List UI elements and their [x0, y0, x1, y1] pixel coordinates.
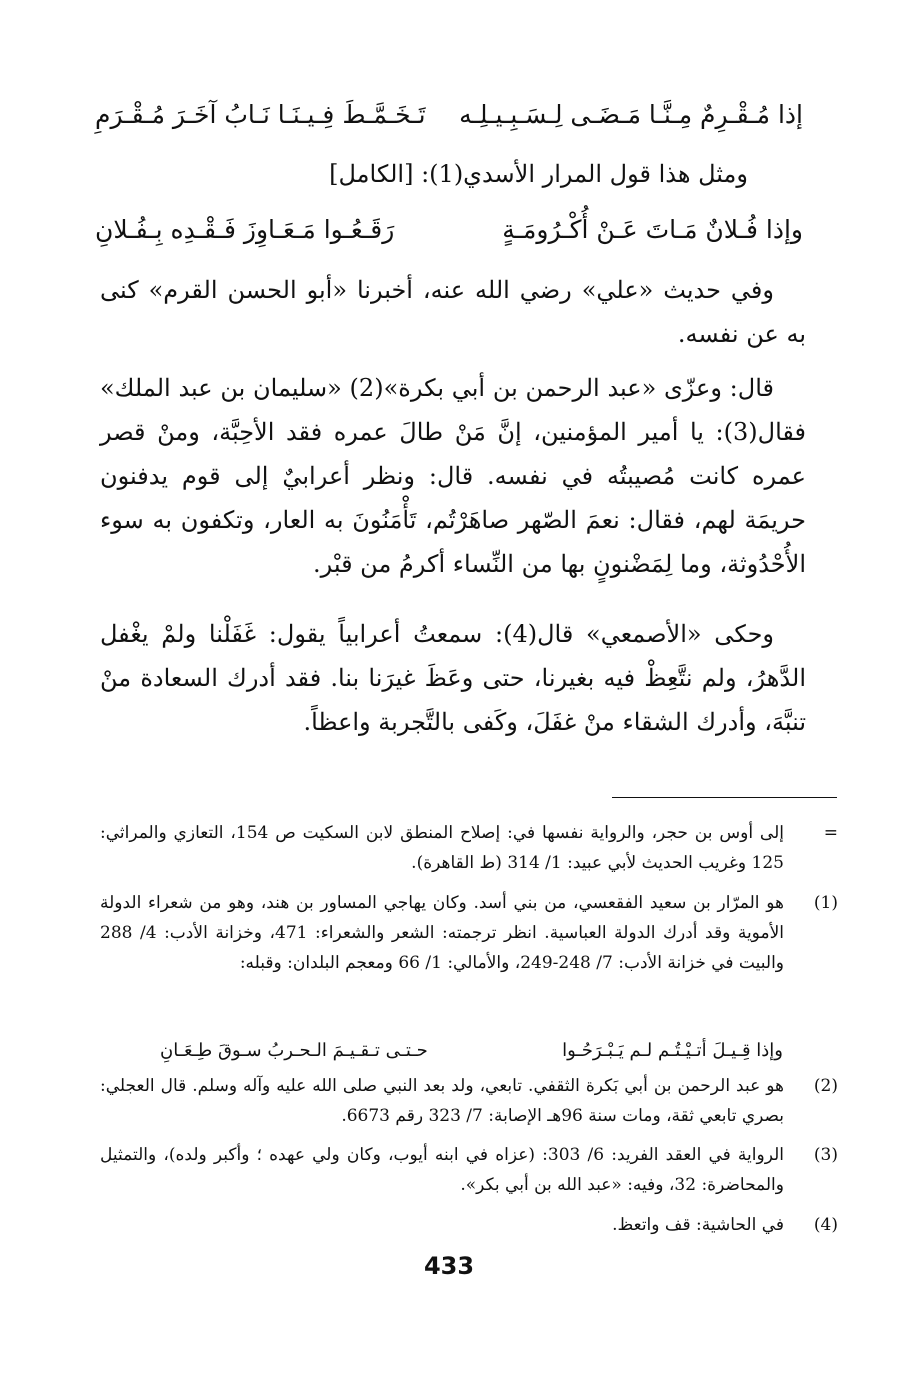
- footnote-number: (4): [813, 1215, 838, 1235]
- footnote-text: الرواية في العقد الفريد: 6/ 303: (عزاه في ابنه أيوب، وكان ولي عهده ؛ وأكبر ولده)، والتمثيل والمحاضرة: 32، وفيه: «عبد الله بن أبي بكر».: [100, 1145, 784, 1195]
- footnote-verse-second-hemistich: حـتـى تـقـيـمَ الـحـربُ سـوقَ طِـعَـانِ: [160, 1040, 428, 1061]
- footnote-1: [100, 888, 838, 978]
- footnote-text: هو المرّار بن سعيد الفقعسي، من بني أسد. وكان يهاجي المساور بن هند، وهو من شعراء الدولة الأموية وقد أدرك الدولة العباسية. انظر ترجمته: الشعر والشعراء: 471، وخزانة الأدب: 4/ 288 والبيت في خزانة الأدب: 7/ 248-249، والأمالي: 1/ 66 ومعجم البلدان: وقبله:: [100, 893, 784, 973]
- verse-2-first-hemistich: وإذا فُـلانٌ مَـاتَ عَـنْ أُكْـرُومَـةٍ: [502, 215, 803, 244]
- footnote-text: هو عبد الرحمن بن أبي بَكرة الثقفي. تابعي، ولد بعد النبي صلى الله عليه وآله وسلم. قال العجلي: بصري تابعي ثقة، ومات سنة 96هـ الإصابة: 7/ 323 رقم 6673.: [100, 1076, 784, 1126]
- page-number: 433: [423, 1252, 475, 1280]
- footnote-3: [100, 1140, 838, 1200]
- paragraph-asmai: وحكى «الأصمعي» قال(4): سمعتُ أعرابياً يقول: غَفَلْنا ولمْ يغْفل الدَّهرُ، ولم نتَّعِظْ فيه بغيرنا، حتى وعَظَ غيرَنا بنا. فقد أدرك السعادة منْ تنبَّهَ، وأدرك الشقاء منْ غفَلَ، وكَفى بالتَّجربة واعظاً.: [100, 620, 806, 736]
- footnote-number: (1): [813, 893, 838, 913]
- footnote-2: [100, 1071, 838, 1131]
- footnote-text: إلى أوس بن حجر، والرواية نفسها في: إصلاح المنطق لابن السكيت ص 154، التعازي والمراثي: 125 وغريب الحديث لأبي عبيد: 1/ 314 (ط القاهرة).: [100, 823, 785, 873]
- verse-1-second-hemistich: تَـخَـمَّـطَ فِـيـنَـا نَـابُ آخَـرَ مُـقْـرَمِ: [95, 100, 426, 129]
- paragraph-abd-al-rahman: قال: وعزّى «عبد الرحمن بن أبي بكرة»(2) «سليمان بن عبد الملك» فقال(3): يا أمير المؤمنين، إنَّ مَنْ طالَ عمره فقد الأحِبَّة، ومنْ قصر عمره كانت مُصيبتُه في نفسه. قال: ونظر أعرابيٌ إلى قوم يدفنون حريمَة لهم، فقال: نعمَ الصّهر صاهَرْتُم، تَأْمَنُونَ به العار، وتكفون به سوء الأُحْدُوثة، وما لِمَضْنونٍ بها من النِّساء أكرمُ من قبْر.: [100, 374, 806, 578]
- poem-verse-2: [95, 215, 803, 244]
- footnote-continued: [100, 818, 838, 878]
- poem-verse-1: [95, 100, 803, 129]
- footnote-marker: =: [823, 823, 838, 843]
- footnote-text: في الحاشية: قف واتعظ.: [612, 1215, 784, 1235]
- verse-1-first-hemistich: إذا مُـقْـرِمٌ مِـنَّـا مَـضَـى لِـسَـبِـيـلِـه: [459, 100, 803, 129]
- footnote-1-verse: [160, 1040, 783, 1061]
- footnote-verse-first-hemistich: وإذا قِـيـلَ أتـيْـتُـم لـم يَـبْـرَحُـوا: [562, 1040, 783, 1061]
- footnote-number: (3): [813, 1145, 838, 1165]
- paragraph-ali: وفي حديث «علي» رضي الله عنه، أخبرنا «أبو الحسن القرم» كنى به عن نفسه.: [100, 276, 806, 348]
- footnote-separator: [612, 797, 837, 798]
- footnote-4: [100, 1210, 838, 1240]
- footnote-number: (2): [813, 1076, 838, 1096]
- verse-2-second-hemistich: رَقَـعُـوا مَـعَـاوِزَ فَـقْـدِه بِـفُـلانِ: [95, 215, 395, 244]
- murar-intro-line: ومثل هذا قول المرار الأسدي(1): [الكامل]: [329, 160, 748, 188]
